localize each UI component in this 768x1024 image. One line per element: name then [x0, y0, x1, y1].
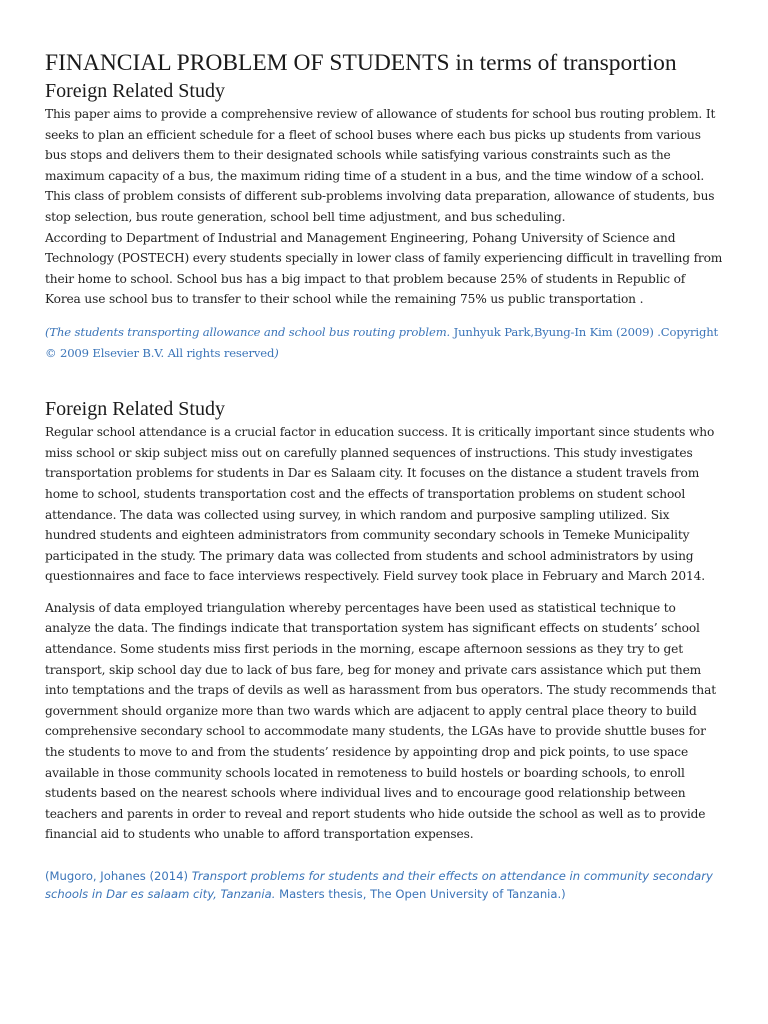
citation-1-closing: )	[274, 345, 279, 360]
citation-2-authors: (Mugoro, Johanes (2014)	[45, 869, 192, 883]
section-2-paragraph-2: Analysis of data employed triangulation whereby percentages have been used as statistical technique to analyze the data. The findings indicate that transportation system has significant effects on students’ school attendance. Some students miss first periods in the morning, escape afternoon sessions as they try to get transport, skip school day due to lack of bus fare, beg for money and private cars assistance which put them into temptations and the traps of devils as well as harassment from bus operators. The study recommends that government should organize more than two wards which are adjacent to apply central place theory to build comprehensive secondary school to accommodate many students, the LGAs have to provide shuttle buses for the students to move to and from the students’ residence by appointing drop and pick points, to use space available in those community schools located in remoteness to build hostels or boarding schools, to enroll students based on the nearest schools where individual lives and to encourage good relationship between teachers and parents in order to reveal and report students who hide outside the school as well as to provide financial aid to students who unable to afford transportation expenses.	[45, 600, 716, 842]
citation-2-title: Transport problems for students and their effects on attendance in community secondary schools in Dar es salaam city, Tanzania.	[45, 869, 713, 901]
citation-1-authors: Junhyuk Park,Byung-In Kim (2009) .Copyright © 2009 Elsevier B.V. All rights reserved	[45, 324, 719, 360]
section-heading-2: Foreign Related Study	[45, 398, 225, 421]
citation-2-closing: Masters thesis, The Open University of Tanzania.)	[275, 886, 566, 901]
citation-1-title: (The students transporting allowance and school bus routing problem.	[45, 324, 451, 339]
document-title: FINANCIAL PROBLEM OF STUDENTS in terms of transportion	[45, 50, 677, 76]
section-2-paragraph-1: Regular school attendance is a crucial factor in education success. It is critically important since students who miss school or skip subject miss out on carefully planned sequences of instructions. This study investigates transportation problems for students in Dar es Salaam city. It focuses on the distance a student travels from home to school, students transportation cost and the effects of transportation problems on student school attendance. The data was collected using survey, in which random and purposive sampling utilized. Six hundred students and eighteen administrators from community secondary schools in Temeke Municipality participated in the study. The primary data was collected from students and school administrators by using questionnaires and face to face interviews respectively. Field survey took place in February and March 2014.	[45, 425, 715, 584]
section-heading-1: Foreign Related Study	[45, 80, 225, 102]
section-1-paragraph-1: This paper aims to provide a comprehensive review of allowance of students for school bus routing problem. It seeks to plan an efficient schedule for a fleet of school buses where each bus picks up students from various bus stops and delivers them to their designated schools while satisfying various constraints such as the maximum capacity of a bus, the maximum riding time of a student in a bus, and the time window of a school. This class of problem consists of different sub-problems involving data preparation, allowance of students, bus stop selection, bus route generation, school bell time adjustment, and bus scheduling.	[45, 107, 716, 224]
section-1-citation	[45, 322, 724, 363]
section-1-paragraph-2: According to Department of Industrial and Management Engineering, Pohang University of Science and Technology (POSTECH) every students specially in lower class of family experiencing difficult in travelling from their home to school. School bus has a big impact to that problem because 25% of students in Republic of Korea use school bus to transfer to their school while the remaining 75% us public transportation .	[45, 230, 723, 307]
section-2-citation	[45, 868, 724, 903]
